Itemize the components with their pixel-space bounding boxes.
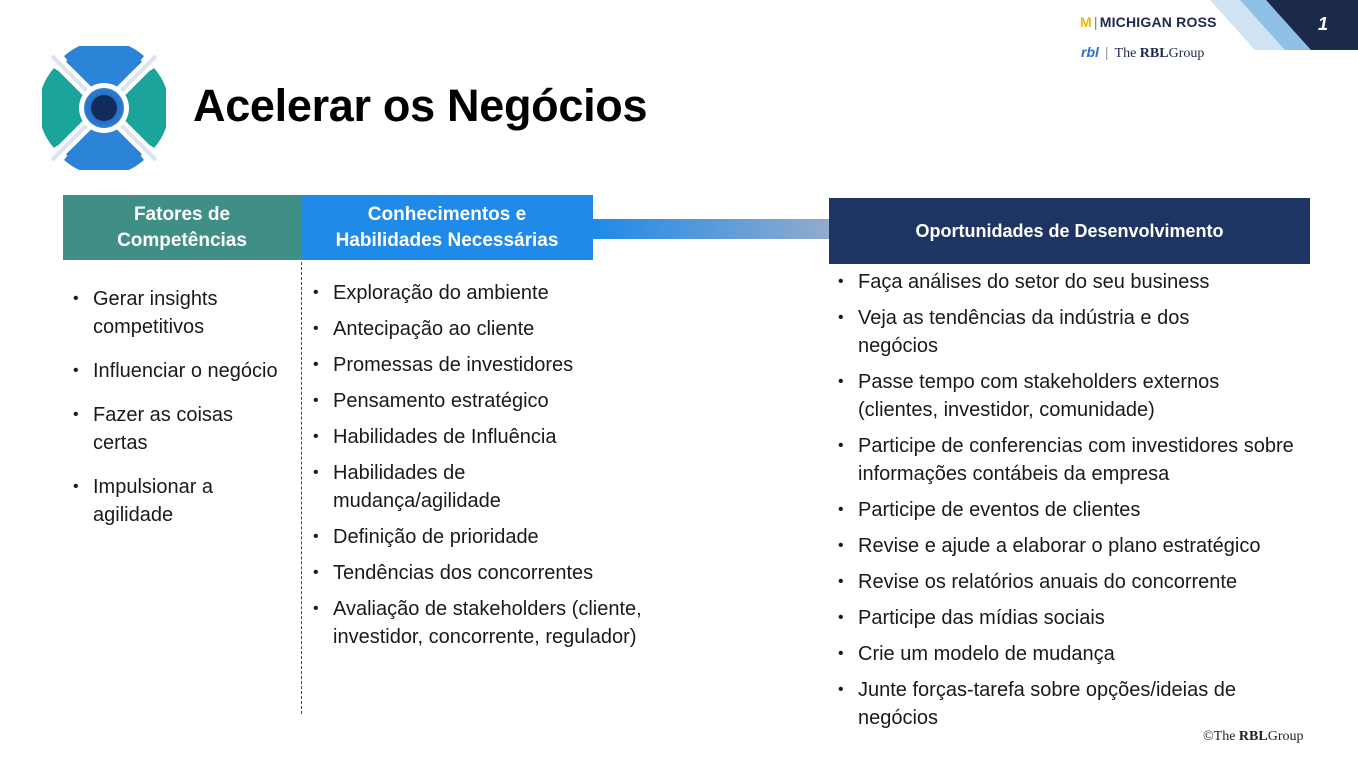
list-item: • Pensamento estratégico (311, 387, 671, 415)
header-fatores-line1: Fatores de (133, 203, 231, 225)
rbl-mark: rbl (1081, 44, 1099, 60)
list-item: • Tendências dos concorrentes (311, 559, 671, 587)
list-item: • Promessas de investidores (311, 351, 671, 379)
acceleration-logo-icon (42, 46, 166, 170)
header-fatores (63, 195, 301, 260)
slide-number: 1 (1318, 14, 1329, 34)
list-item: • Exploração do ambiente (311, 279, 671, 307)
list-item: • Passe tempo com stakeholders externos (clientes, investidor, comunidade) (836, 368, 1298, 424)
list-item: • Habilidades de mudança/agilidade (311, 459, 533, 515)
michigan-ross-text: MICHIGAN ROSS (1099, 14, 1217, 30)
list-item: • Habilidades de Influência (311, 423, 671, 451)
rbl-suffix: Group (1168, 46, 1205, 61)
list-item: • Fazer as coisas certas (71, 401, 291, 457)
fatores-list (71, 285, 291, 545)
list-item: • Revise os relatórios anuais do concorrente (836, 568, 1336, 596)
copyright-footer (1203, 729, 1303, 745)
list-item: • Impulsionar a agilidade (71, 473, 291, 529)
list-item: • Faça análises do setor do seu business (836, 268, 1336, 296)
rbl-prefix: The (1114, 46, 1137, 61)
list-item: • Participe de eventos de clientes (836, 496, 1336, 524)
list-item: • Crie um modelo de mudança (836, 640, 1336, 668)
header-conhecimentos-line1: Conhecimentos e (367, 203, 527, 225)
header-fatores-line2: Competências (117, 229, 247, 251)
corner-decoration (1200, 0, 1358, 50)
header-oportunidades: Oportunidades de Desenvolvimento (829, 198, 1310, 264)
footer-prefix: The (1213, 729, 1236, 744)
conhecimentos-list (311, 279, 671, 659)
header-conhecimentos-line2: Habilidades Necessárias (335, 229, 559, 251)
rbl-group-logo: rbl | The RBLGroup (1081, 44, 1205, 61)
footer-bold: RBL (1238, 729, 1268, 744)
list-item: • Antecipação ao cliente (311, 315, 671, 343)
footer-suffix: Group (1267, 729, 1304, 744)
michigan-ross-logo: M | MICHIGAN ROSS (1080, 14, 1217, 30)
rbl-bold: RBL (1139, 46, 1169, 61)
column-divider (301, 262, 302, 714)
list-item: • Junte forças-tarefa sobre opções/ideias de negócios (836, 676, 1318, 732)
list-item: • Influenciar o negócio (71, 357, 291, 385)
list-item: • Veja as tendências da indústria e dos negócios (836, 304, 1258, 360)
list-item: • Avaliação de stakeholders (cliente, investidor, concorrente, regulador) (311, 595, 653, 651)
copyright-symbol: © (1203, 729, 1214, 744)
michigan-m-mark: M (1080, 14, 1092, 30)
list-item: • Participe das mídias sociais (836, 604, 1336, 632)
oportunidades-list (836, 268, 1336, 740)
list-item: • Definição de prioridade (311, 523, 671, 551)
list-item: • Revise e ajude a elaborar o plano estratégico (836, 532, 1336, 560)
header-conhecimentos (301, 195, 593, 260)
list-item: • Gerar insights competitivos (71, 285, 291, 341)
list-item: • Participe de conferencias com investidores sobre informações contábeis da empresa (836, 432, 1318, 488)
page-title: Acelerar os Negócios (193, 80, 648, 131)
